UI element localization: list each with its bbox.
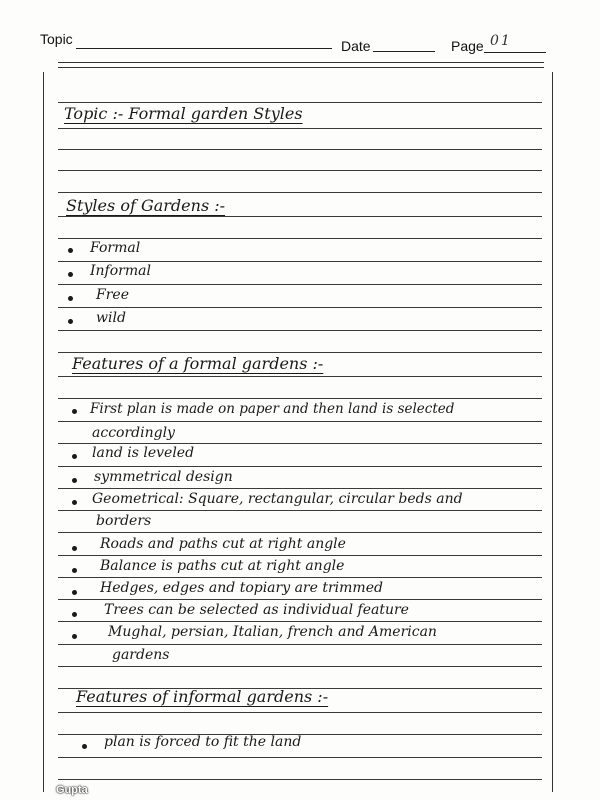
page-number: 01	[490, 33, 512, 49]
ruled-line	[58, 555, 542, 556]
ruled-line	[58, 757, 542, 758]
list-item: Free	[96, 287, 129, 303]
ruled-line	[58, 621, 542, 622]
bullet-icon	[72, 568, 77, 573]
ruled-line	[58, 376, 542, 377]
ruled-line	[58, 577, 542, 578]
bullet-icon	[68, 272, 73, 277]
ruled-line	[58, 352, 542, 353]
page-label: Page	[451, 38, 484, 54]
section-heading-formal-features: Features of a formal gardens :-	[72, 354, 324, 373]
date-line	[373, 51, 435, 52]
topic-label: Topic	[40, 31, 73, 47]
ruled-line	[58, 149, 542, 150]
ruled-line	[58, 532, 542, 533]
list-item: plan is forced to fit the land	[104, 734, 302, 750]
list-item: Formal	[90, 240, 141, 256]
ruled-line	[58, 599, 542, 600]
list-item: land is leveled	[92, 445, 195, 461]
list-item: wild	[96, 310, 126, 326]
bullet-icon	[72, 500, 77, 505]
ruled-line	[58, 644, 542, 645]
section-heading-styles: Styles of Gardens :-	[66, 196, 226, 215]
page-line	[484, 52, 546, 53]
list-item: Roads and paths cut at right angle	[100, 536, 346, 552]
list-item: Mughal, persian, Italian, french and American	[108, 624, 437, 640]
ruled-line	[58, 466, 542, 467]
ruled-line	[58, 102, 542, 103]
topic-line	[76, 48, 332, 49]
ruled-line	[58, 128, 542, 129]
bullet-icon	[72, 590, 77, 595]
ruled-line	[58, 307, 542, 308]
ruled-line	[58, 712, 542, 713]
ruled-line	[58, 170, 542, 171]
page-title: Topic :- Formal garden Styles	[64, 104, 303, 123]
section-heading-informal-features: Features of informal gardens :-	[76, 687, 329, 706]
ruled-line	[58, 443, 542, 444]
list-item-continued: borders	[96, 513, 152, 529]
bullet-icon	[68, 248, 73, 253]
right-margin-line	[552, 72, 553, 792]
list-item: Geometrical: Square, rectangular, circular beds and	[92, 491, 463, 507]
list-item: Hedges, edges and topiary are trimmed	[100, 580, 383, 596]
bullet-icon	[72, 634, 77, 639]
list-item-continued: accordingly	[92, 425, 175, 441]
list-item: First plan is made on paper and then land is selected	[90, 401, 455, 417]
top-rule-2	[58, 67, 544, 68]
ruled-line	[58, 261, 542, 262]
bullet-icon	[72, 546, 77, 551]
ruled-line	[58, 330, 542, 331]
ruled-line	[58, 284, 542, 285]
bullet-icon	[82, 744, 87, 749]
list-item: symmetrical design	[94, 469, 233, 485]
ruled-line	[58, 488, 542, 489]
bullet-icon	[72, 454, 77, 459]
ruled-line	[58, 779, 542, 780]
list-item: Balance is paths cut at right angle	[100, 558, 345, 574]
ruled-line	[58, 510, 542, 511]
bullet-icon	[72, 478, 77, 483]
list-item: Informal	[90, 263, 151, 279]
ruled-line	[58, 238, 542, 239]
left-margin-line	[43, 72, 44, 792]
ruled-line	[58, 666, 542, 667]
list-item-continued: gardens	[112, 647, 170, 663]
list-item: Trees can be selected as individual feature	[104, 602, 409, 618]
ruled-line	[58, 421, 542, 422]
brand-stamp: Gupta	[56, 784, 88, 796]
bullet-icon	[72, 409, 77, 414]
bullet-icon	[72, 612, 77, 617]
bullet-icon	[68, 296, 73, 301]
bullet-icon	[68, 319, 73, 324]
ruled-line	[58, 216, 542, 217]
ruled-line	[58, 398, 542, 399]
date-label: Date	[341, 38, 371, 54]
top-rule	[58, 62, 544, 63]
ruled-line	[58, 192, 542, 193]
